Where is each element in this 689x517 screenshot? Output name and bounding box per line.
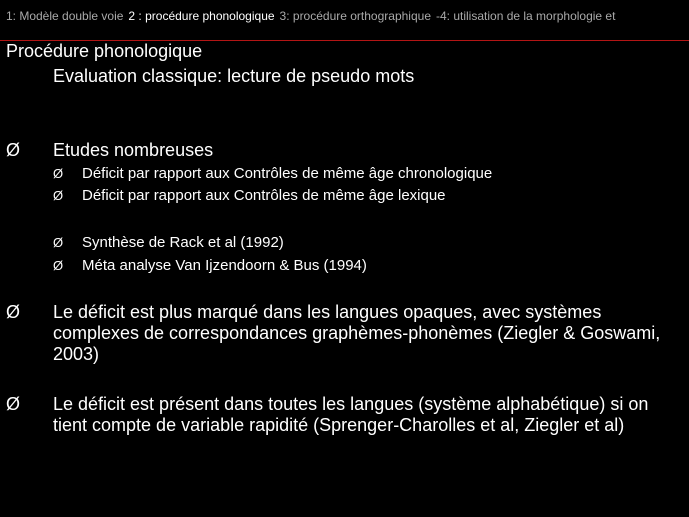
arrow-bullet-icon: Ø bbox=[6, 302, 21, 322]
sub-bullet-text: Déficit par rapport aux Contrôles de même âge lexique bbox=[82, 187, 446, 204]
nav-item-procedure-phonologique[interactable]: 2 : procédure phonologique bbox=[128, 9, 275, 23]
sub-bullet-text: Déficit par rapport aux Contrôles de même âge chronologique bbox=[82, 165, 493, 182]
nav-item-procedure-orthographique[interactable]: 3: procédure orthographique bbox=[279, 9, 431, 23]
bullet-item bbox=[6, 302, 686, 365]
bullet-item bbox=[6, 394, 686, 436]
sub-bullet-item bbox=[53, 256, 673, 276]
bullet-text: Etudes nombreuses bbox=[53, 140, 214, 160]
nav-item-morphologie[interactable]: -4: utilisation de la morphologie et bbox=[436, 9, 616, 23]
arrow-bullet-icon: Ø bbox=[53, 258, 64, 273]
bullet-text: Le déficit est plus marqué dans les langues opaques, avec systèmes complexes de correspondances graphèmes-phonèmes (Ziegler & Goswami, 2003) bbox=[53, 302, 661, 364]
sub-bullet-item bbox=[53, 164, 673, 184]
arrow-bullet-icon: Ø bbox=[53, 188, 64, 203]
bullet-item bbox=[6, 140, 686, 161]
slide-title: Procédure phonologique bbox=[6, 41, 203, 61]
sub-bullet-text: Méta analyse Van Ijzendoorn & Bus (1994) bbox=[82, 257, 367, 274]
sub-bullet-text: Synthèse de Rack et al (1992) bbox=[82, 234, 284, 251]
sub-bullet-item bbox=[53, 186, 673, 206]
arrow-bullet-icon: Ø bbox=[53, 166, 64, 181]
arrow-bullet-icon: Ø bbox=[6, 394, 21, 414]
arrow-bullet-icon: Ø bbox=[6, 140, 21, 160]
sub-bullet-item bbox=[53, 233, 673, 253]
slide-subtitle: Evaluation classique: lecture de pseudo mots bbox=[53, 66, 415, 86]
bullet-text: Le déficit est présent dans toutes les langues (système alphabétique) si on tient compte de variable rapidité (Sprenger-Charolles et al, Ziegler et al) bbox=[53, 394, 649, 435]
section-navigation bbox=[6, 6, 689, 26]
nav-item-modele-double-voie[interactable]: 1: Modèle double voie bbox=[6, 9, 124, 23]
arrow-bullet-icon: Ø bbox=[53, 235, 64, 250]
